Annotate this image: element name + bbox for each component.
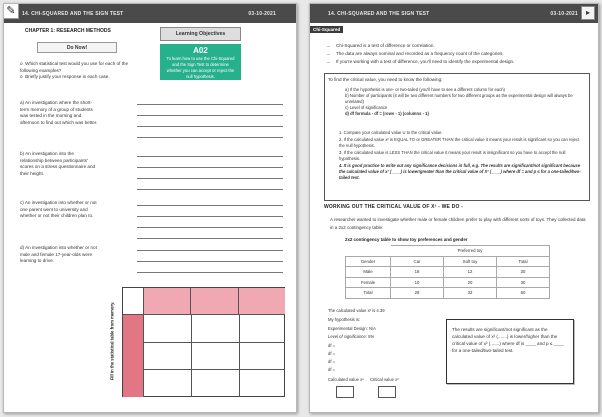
question-c: c) An investigation into whether or not one parent went to university and whether or not their children plan to. <box>20 200 97 219</box>
objective-ao2-box <box>160 44 241 80</box>
critical-value-label: Critical value x² <box>370 377 399 382</box>
table-cell: 30 <box>497 277 550 288</box>
section-tab: Chi-Squared <box>310 26 343 33</box>
ao-code: A02 <box>193 46 208 55</box>
table-row <box>346 277 550 288</box>
table-cell-blank <box>346 246 391 257</box>
table-cell: 10 <box>391 277 444 288</box>
bullet-circle-icon: o <box>20 61 23 66</box>
header-date: 03-10-2021 <box>248 11 276 17</box>
calc-line-3: Experimental Design: N/A <box>328 326 376 331</box>
table-cell: Male <box>346 267 391 278</box>
learning-objectives-box <box>160 27 241 41</box>
critical-value-box <box>324 73 590 201</box>
table-cell: 28 <box>391 288 444 299</box>
table-title: 2x2 contingency table to show toy preferences and gender <box>345 237 468 242</box>
bullet-circle-icon: o <box>20 74 23 79</box>
header-date: 03-10-2021 <box>550 11 578 17</box>
answer-line[interactable] <box>137 227 283 228</box>
critical-item-b: b) Number of participants (it will be two different numbers for two different groups as the experimental design will always be unrelated) <box>345 93 573 104</box>
vertical-caption-wrap <box>106 288 118 398</box>
worksheet-page-right[interactable] <box>309 3 599 413</box>
answer-line[interactable] <box>137 250 283 251</box>
table-header-cell-2 <box>191 288 239 315</box>
table-header-cell: Gender <box>346 256 391 267</box>
grid-col-line <box>191 315 192 397</box>
table-cell: 60 <box>497 288 550 299</box>
answer-line[interactable] <box>137 137 283 138</box>
table-cell: 12 <box>444 267 497 278</box>
answer-line[interactable] <box>137 189 283 190</box>
calc-line-7: df = <box>328 359 336 364</box>
critical-item-d: d) df formula - df = (rows - 1) (columns - 1) <box>345 111 429 116</box>
table-header-cell-1 <box>144 288 191 315</box>
contingency-table <box>345 245 550 299</box>
calc-line-2: My hypothesis is: <box>328 317 361 322</box>
step-3: 3. If the calculated value is LESS THAN the critical value it means your result is insignificant so you have to accept the null hypothesis. <box>339 150 566 161</box>
calc-line-5: df = <box>328 343 336 348</box>
header-title: 14. CHI-SQUARED AND THE SIGN TEST <box>22 11 124 17</box>
page-header <box>4 4 296 23</box>
arrow-icon: → <box>326 59 331 64</box>
do-now-box <box>37 42 117 53</box>
intro-q2: Briefly justify your response in each case. <box>25 74 110 79</box>
header-title: 14. CHI-SQUARED AND THE SIGN TEST <box>328 11 430 17</box>
results-statement-box <box>446 319 574 384</box>
answer-line[interactable] <box>137 205 283 206</box>
table-cell: 20 <box>444 277 497 288</box>
table-row <box>346 246 550 257</box>
critical-value-input[interactable] <box>378 386 396 398</box>
bullet-1: Chi-Squared is a test of difference or correlation. <box>336 43 435 48</box>
table-cell: Total <box>346 288 391 299</box>
answer-line[interactable] <box>137 167 283 168</box>
table-row <box>346 267 550 278</box>
answer-line[interactable] <box>137 178 283 179</box>
table-header-cell: Total <box>497 256 550 267</box>
intro-q1: Which statistical test would you use for each of the following examples? <box>20 61 129 73</box>
scenario-text: A researcher wanted to investigate whether male or female children prefer to play with different sorts of toys. They collected data in a 2x2 contingency table: <box>330 217 586 230</box>
table-cell: 30 <box>497 267 550 278</box>
table-header-cell: Soft toy <box>444 256 497 267</box>
answer-line[interactable] <box>137 272 283 273</box>
intro-bullet-1 <box>20 61 140 74</box>
table-cell: Female <box>346 277 391 288</box>
table-first-column <box>123 315 144 397</box>
question-a: a) An investigation where the short-term memory of a group of students was tested in the morning and afternoon to find out which was better. <box>20 100 98 125</box>
grid-col-line <box>239 315 240 397</box>
calc-line-4: Level of significance: 5% <box>328 334 375 339</box>
step-1: 1. Compare your calculated value U to the critical value. <box>339 130 443 135</box>
calculated-value-input[interactable] <box>336 386 354 398</box>
critical-intro: To find the critical value, you need to know the following: <box>328 77 443 82</box>
calc-line-8: df = <box>328 367 336 372</box>
table-row <box>346 288 550 299</box>
statistical-table-frame <box>109 287 285 397</box>
page-forward-icon[interactable]: ▸ <box>581 6 595 20</box>
do-now-label: Do Now! <box>66 45 88 51</box>
pen-edit-icon[interactable]: ✎ <box>3 3 19 19</box>
answer-line[interactable] <box>137 238 283 239</box>
table-subheader: Preferred toy <box>391 246 550 257</box>
question-b: b) An investigation into the relationship between participants' scores on a stress questionnaire and their height. <box>20 151 96 176</box>
bullet-2: The data are always nominal and recorded as a frequency count of the categories. <box>336 51 504 56</box>
learning-objectives-label: Learning Objectives <box>175 31 226 37</box>
answer-line[interactable] <box>137 216 283 217</box>
chapter-title: CHAPTER 1: RESEARCH METHODS <box>25 28 111 34</box>
calc-line-6: df = <box>328 351 336 356</box>
grid-row-line <box>144 342 285 343</box>
critical-item-c: c) Level of significance <box>345 105 388 110</box>
grid-row-line <box>144 369 285 370</box>
table-corner-cell <box>123 288 144 315</box>
calc-line-1: The calculated value x² is 4.39 <box>328 308 385 313</box>
results-statement: The results are significant/not significant as the calculated value of x² (.......) is lower/higher than the critical value of x² (.......) where df is ____ and p ≤ ____ for a one-tailed/two-tailed test. <box>452 327 564 353</box>
table-row <box>346 256 550 267</box>
ao-text: To learn how to use the Chi-Squared and the Sign Test to determine whether you can accept or reject the null hypothesis. <box>166 56 235 79</box>
step-2: 2. If the calculated value x² is EQUAL TO or GREATER THAN the critical value it means your result is significant so you can reject the null hypothesis. <box>339 137 580 148</box>
page-header <box>310 4 598 23</box>
worked-heading: WORKING OUT THE CRITICAL VALUE OF X² - WE DO - <box>324 204 464 210</box>
bullet-3: If you're working with a test of difference, you'll need to identify the experimental design. <box>336 59 515 64</box>
answer-line[interactable] <box>137 261 283 262</box>
intro-bullet-2 <box>20 74 160 81</box>
answer-line[interactable] <box>137 115 283 116</box>
answer-line[interactable] <box>137 126 283 127</box>
table-cell: 32 <box>444 288 497 299</box>
table-header-cell-3 <box>239 288 285 315</box>
step-4: 4. It is good practice to write out any significance decisions in full, e.g. The results are significant/not significant because the calculated value of x² (____) is lower/greater than the critical value of X² (____) where df = and p ≤ for a one-tailed/two-tailed test. <box>339 163 581 180</box>
calculated-value-label: Calculated value x² <box>328 377 364 382</box>
table-header-cell: Car <box>391 256 444 267</box>
critical-item-a: a) If the hypothesis is one- or two-tailed (you'll have to see a different column for each) <box>345 87 505 92</box>
vertical-caption: Fill in the statistical table from memory. <box>109 301 115 381</box>
arrow-icon: → <box>326 43 331 48</box>
table-cell: 18 <box>391 267 444 278</box>
answer-line[interactable] <box>137 104 283 105</box>
worksheet-page-left[interactable] <box>3 3 297 413</box>
question-d: d) An investigation into whether or not male and female 17-year-olds were learning to drive. <box>20 245 97 264</box>
arrow-icon: → <box>326 51 331 56</box>
answer-line[interactable] <box>137 156 283 157</box>
